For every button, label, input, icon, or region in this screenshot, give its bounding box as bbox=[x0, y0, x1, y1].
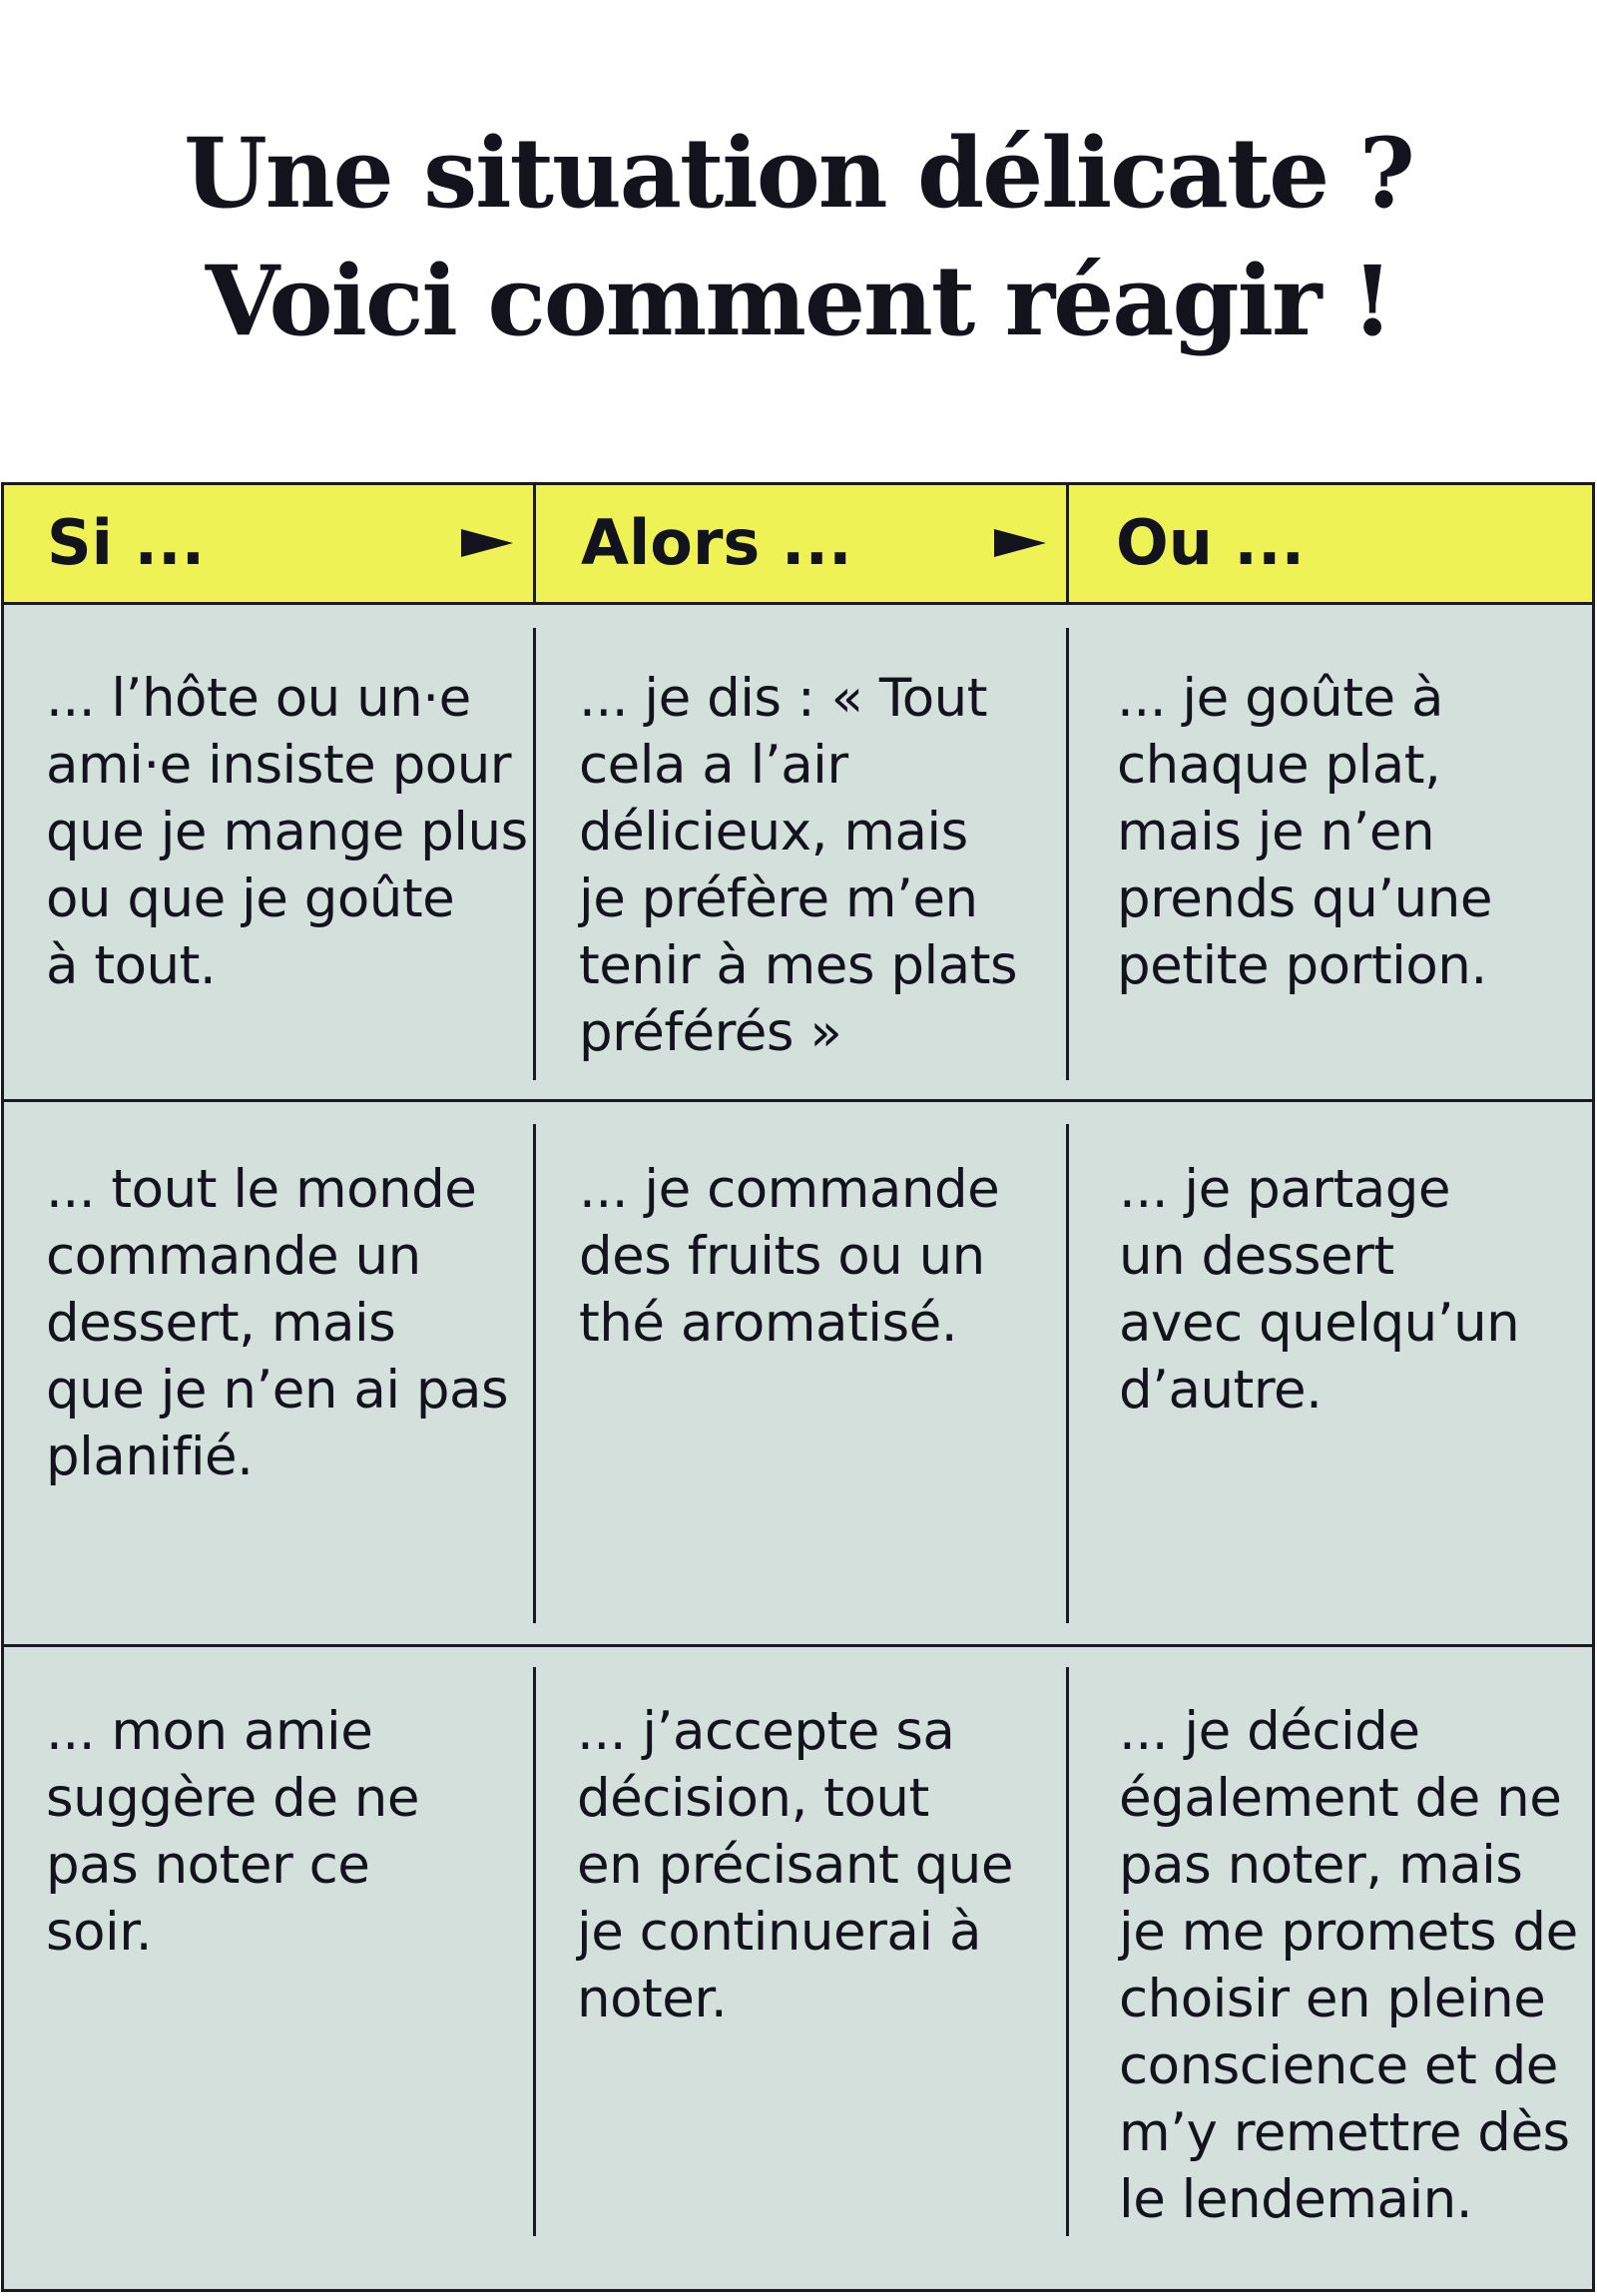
cell-line: pas noter, mais bbox=[1119, 1835, 1523, 1896]
cell-line: ... tout le monde bbox=[46, 1159, 477, 1220]
row-2-alors-cell bbox=[579, 1156, 999, 1357]
cell-line: noter. bbox=[577, 1969, 728, 2029]
cell-line: avec quelqu’un bbox=[1119, 1293, 1520, 1354]
page-title bbox=[0, 110, 1597, 365]
cell-line: préférés » bbox=[579, 1002, 842, 1063]
cell-line: ... l’hôte ou un·e bbox=[46, 668, 471, 729]
row-divider bbox=[4, 1644, 1592, 1647]
cell-line: cela a l’air bbox=[579, 735, 848, 796]
row-3-si-cell bbox=[46, 1698, 419, 1966]
header-si bbox=[4, 485, 535, 602]
cell-line: choisir en pleine bbox=[1119, 1969, 1546, 2029]
cell-line: délicieux, mais bbox=[579, 802, 968, 862]
table-header bbox=[4, 485, 1592, 605]
cell-line: des fruits ou un bbox=[579, 1226, 985, 1287]
header-alors bbox=[536, 485, 1068, 602]
cell-line: que je mange plus bbox=[46, 802, 528, 862]
cell-line: que je n’en ai pas bbox=[46, 1360, 509, 1421]
cell-line: prends qu’une bbox=[1117, 868, 1492, 929]
cell-line: ... je commande bbox=[579, 1159, 1000, 1220]
cell-line: également de ne bbox=[1119, 1768, 1562, 1829]
cell-line: ... je goûte à bbox=[1117, 668, 1443, 729]
column-divider bbox=[533, 1667, 536, 2236]
cell-line: m’y remettre dès bbox=[1119, 2102, 1570, 2163]
title-line-2: Voici comment réagir ! bbox=[205, 245, 1392, 357]
cell-line: tenir à mes plats bbox=[579, 935, 1018, 996]
header-label: Si ... bbox=[47, 506, 206, 579]
header-ou bbox=[1069, 485, 1595, 602]
cell-line: à tout. bbox=[46, 935, 217, 996]
cell-line: décision, tout bbox=[577, 1768, 929, 1829]
cell-line: ... je décide bbox=[1119, 1701, 1420, 1762]
row-divider bbox=[4, 1099, 1592, 1102]
cell-line: soir. bbox=[46, 1902, 153, 1963]
column-divider bbox=[1066, 628, 1069, 1080]
row-1-ou-cell bbox=[1117, 665, 1492, 999]
cell-line: mais je n’en bbox=[1117, 802, 1435, 862]
cell-line: chaque plat, bbox=[1117, 735, 1441, 796]
column-divider bbox=[1066, 1667, 1069, 2236]
cell-line: ... j’accepte sa bbox=[577, 1701, 955, 1762]
row-2-si-cell bbox=[46, 1156, 508, 1490]
cell-line: conscience et de bbox=[1119, 2035, 1558, 2096]
cell-line: ami·e insiste pour bbox=[46, 735, 512, 796]
arrow-right-icon bbox=[461, 529, 513, 557]
column-divider bbox=[533, 628, 536, 1080]
row-3-ou-cell bbox=[1119, 1698, 1578, 2233]
cell-line: ... je partage bbox=[1119, 1159, 1450, 1220]
cell-line: d’autre. bbox=[1119, 1360, 1323, 1421]
column-divider bbox=[1066, 1124, 1069, 1623]
cell-line: je me promets de bbox=[1119, 1902, 1578, 1963]
column-divider bbox=[533, 1124, 536, 1623]
cell-line: suggère de ne bbox=[46, 1768, 419, 1829]
cell-line: ou que je goûte bbox=[46, 868, 455, 929]
cell-line: planifié. bbox=[46, 1427, 254, 1487]
advice-table bbox=[1, 482, 1595, 2292]
cell-line: thé aromatisé. bbox=[579, 1293, 958, 1354]
cell-line: je préfère m’en bbox=[579, 868, 978, 929]
cell-line: ... mon amie bbox=[46, 1701, 373, 1762]
cell-line: ... je dis : « Tout bbox=[579, 668, 988, 729]
cell-line: dessert, mais bbox=[46, 1293, 396, 1354]
title-line-1: Une situation délicate ? bbox=[184, 117, 1413, 230]
cell-line: petite portion. bbox=[1117, 935, 1487, 996]
row-1-alors-cell bbox=[579, 665, 1017, 1066]
cell-line: pas noter ce bbox=[46, 1835, 370, 1896]
row-3-alors-cell bbox=[577, 1698, 1013, 2032]
row-2-ou-cell bbox=[1119, 1156, 1519, 1424]
cell-line: le lendemain. bbox=[1119, 2169, 1473, 2230]
header-label: Alors ... bbox=[581, 506, 852, 579]
row-1-si-cell bbox=[46, 665, 528, 999]
header-label: Ou ... bbox=[1116, 506, 1306, 579]
cell-line: je continuerai à bbox=[577, 1902, 981, 1963]
cell-line: un dessert bbox=[1119, 1226, 1394, 1287]
cell-line: commande un bbox=[46, 1226, 421, 1287]
arrow-right-icon bbox=[994, 529, 1046, 557]
cell-line: en précisant que bbox=[577, 1835, 1013, 1896]
